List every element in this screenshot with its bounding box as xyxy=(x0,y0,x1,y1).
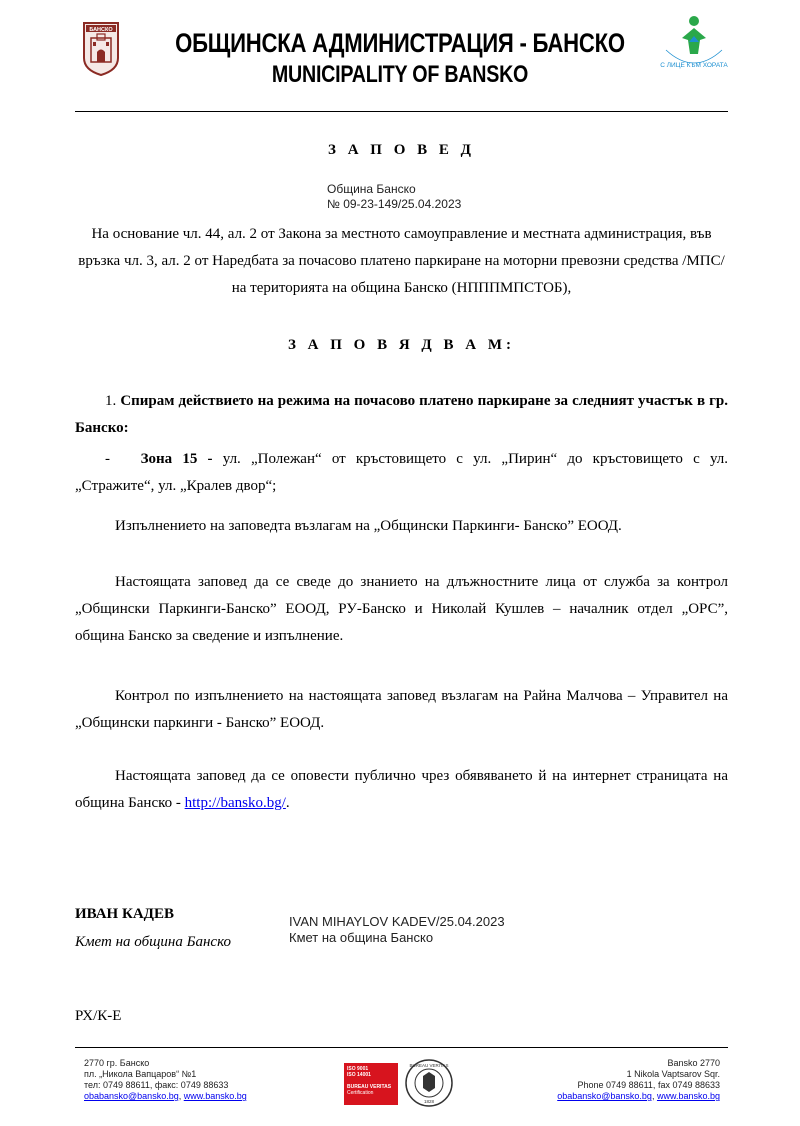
footer-right-line1: Bansko 2770 xyxy=(667,1058,720,1068)
footer-right-email-link[interactable]: obabansko@bansko.bg xyxy=(557,1091,652,1101)
bureau-veritas-seal-icon xyxy=(404,1058,454,1108)
footer-left-web-link[interactable]: www.bansko.bg xyxy=(183,1091,247,1101)
seal-year: 1828 xyxy=(423,1099,435,1104)
execution-paragraph: Изпълнението на заповедта възлагам на „Общински Паркинги- Банско” ЕООД. xyxy=(115,518,622,534)
badge-line2: ISO 14001 xyxy=(347,1072,371,1078)
reference-code: РХ/К-Е xyxy=(75,1008,122,1024)
footer-right-web-link[interactable]: www.bansko.bg xyxy=(656,1091,720,1101)
bansko-crest-logo xyxy=(82,20,120,76)
header-divider xyxy=(75,111,728,112)
zone-label: Зона 15 - xyxy=(140,451,213,467)
order-verb-heading: З А П О В Я Д В А М: xyxy=(288,337,515,353)
preamble-paragraph: На основание чл. 44, ал. 2 от Закона за местното самоуправление и местната администрация, във връзка чл. 3, ал. 2 от Наредбата за почасово платено паркиране на моторни превозни средства /МПС/ на територията на община Банско (НПППМПСТОБ), xyxy=(78,226,725,296)
municipality-title-bg: ОБЩИНСКА АДМИНИСТРАЦИЯ - БАНСКО xyxy=(175,28,625,58)
people-logo-text: С ЛИЦЕ КЪМ ХОРАТА xyxy=(660,62,728,69)
sig-stamp-line2: Кмет на община Банско xyxy=(289,930,434,945)
iso-certification-badge xyxy=(344,1063,398,1105)
footer-left-line1: 2770 гр. Банско xyxy=(84,1058,150,1068)
zone-line-1 xyxy=(75,446,728,473)
sig-stamp-line1: IVAN MIHAYLOV KADEV/25.04.2023 xyxy=(289,914,505,929)
item-number: 1. xyxy=(105,393,117,409)
order-title: З А П О В Е Д xyxy=(328,142,475,158)
footer-left-line2: пл. „Никола Вапцаров“ №1 xyxy=(84,1069,197,1079)
electronic-signature-stamp xyxy=(289,914,505,946)
footer-right-line3: Phone 0749 88611, fax 0749 88633 xyxy=(577,1080,720,1090)
seal-text: BUREAU VERITAS xyxy=(409,1063,449,1068)
footer-right-line2: 1 Nikola Vaptsarov Sqr. xyxy=(626,1069,720,1079)
bansko-website-link[interactable]: http://bansko.bg/ xyxy=(184,795,286,811)
footer-left-line3: тел: 0749 88611, факс: 0749 88633 xyxy=(84,1080,229,1090)
footer-right-sep: , xyxy=(651,1091,657,1101)
publication-end: . xyxy=(285,795,290,811)
order-item-1 xyxy=(75,388,728,442)
footer-left-sep: , xyxy=(178,1091,184,1101)
zone-text-line2: „Стражите“, ул. „Кралев двор“; xyxy=(75,478,277,494)
people-facing-logo xyxy=(660,14,728,74)
item-text: Спирам действието на режима на почасово платено паркиране за следният участък в гр. Банско: xyxy=(75,393,729,436)
signer-role: Кмет на община Банско xyxy=(75,934,232,950)
badge-line4: Certification xyxy=(347,1090,374,1096)
badge-line3: BUREAU VERITAS xyxy=(347,1084,392,1090)
reg-stamp-line2: № 09-23-149/25.04.2023 xyxy=(327,197,462,211)
footer-address-en xyxy=(500,1058,720,1102)
zone-text-line1: ул. „Полежан“ от кръстовището с ул. „Пирин“ до кръстовището с ул. xyxy=(222,451,729,467)
zone-15-entry xyxy=(75,446,728,500)
reg-stamp-line1: Община Банско xyxy=(327,182,416,196)
footer-address-bg xyxy=(84,1058,247,1102)
badge-line1: ISO 9001 xyxy=(347,1066,369,1072)
crest-text: БАНСКО xyxy=(89,26,113,33)
notification-paragraph: Настоящата заповед да се сведе до знанието на длъжностните лица от служба за контрол „Общински Паркинги-Банско” ЕООД, РУ-Банско и Николай Кушлев – началник отдел „ОРС”, община Банско за сведение и изпълнение. xyxy=(75,574,728,644)
footer-left-email-link[interactable]: obabansko@bansko.bg xyxy=(84,1091,179,1101)
zone-dash: - xyxy=(105,451,110,467)
publication-paragraph xyxy=(75,763,728,817)
footer-divider xyxy=(75,1047,728,1048)
signer-name: ИВАН КАДЕВ xyxy=(75,906,175,922)
municipality-title-en: MUNICIPALITY OF BANSKO xyxy=(271,61,529,88)
registration-stamp xyxy=(327,182,461,212)
publication-text: Настоящата заповед да се оповести публично чрез обявяването й на интернет страницата на община Банско - xyxy=(75,768,728,811)
control-paragraph: Контрол по изпълнението на настоящата заповед възлагам на Райна Малчова – Управител на „Общински паркинги - Банско” ЕООД. xyxy=(75,688,728,731)
